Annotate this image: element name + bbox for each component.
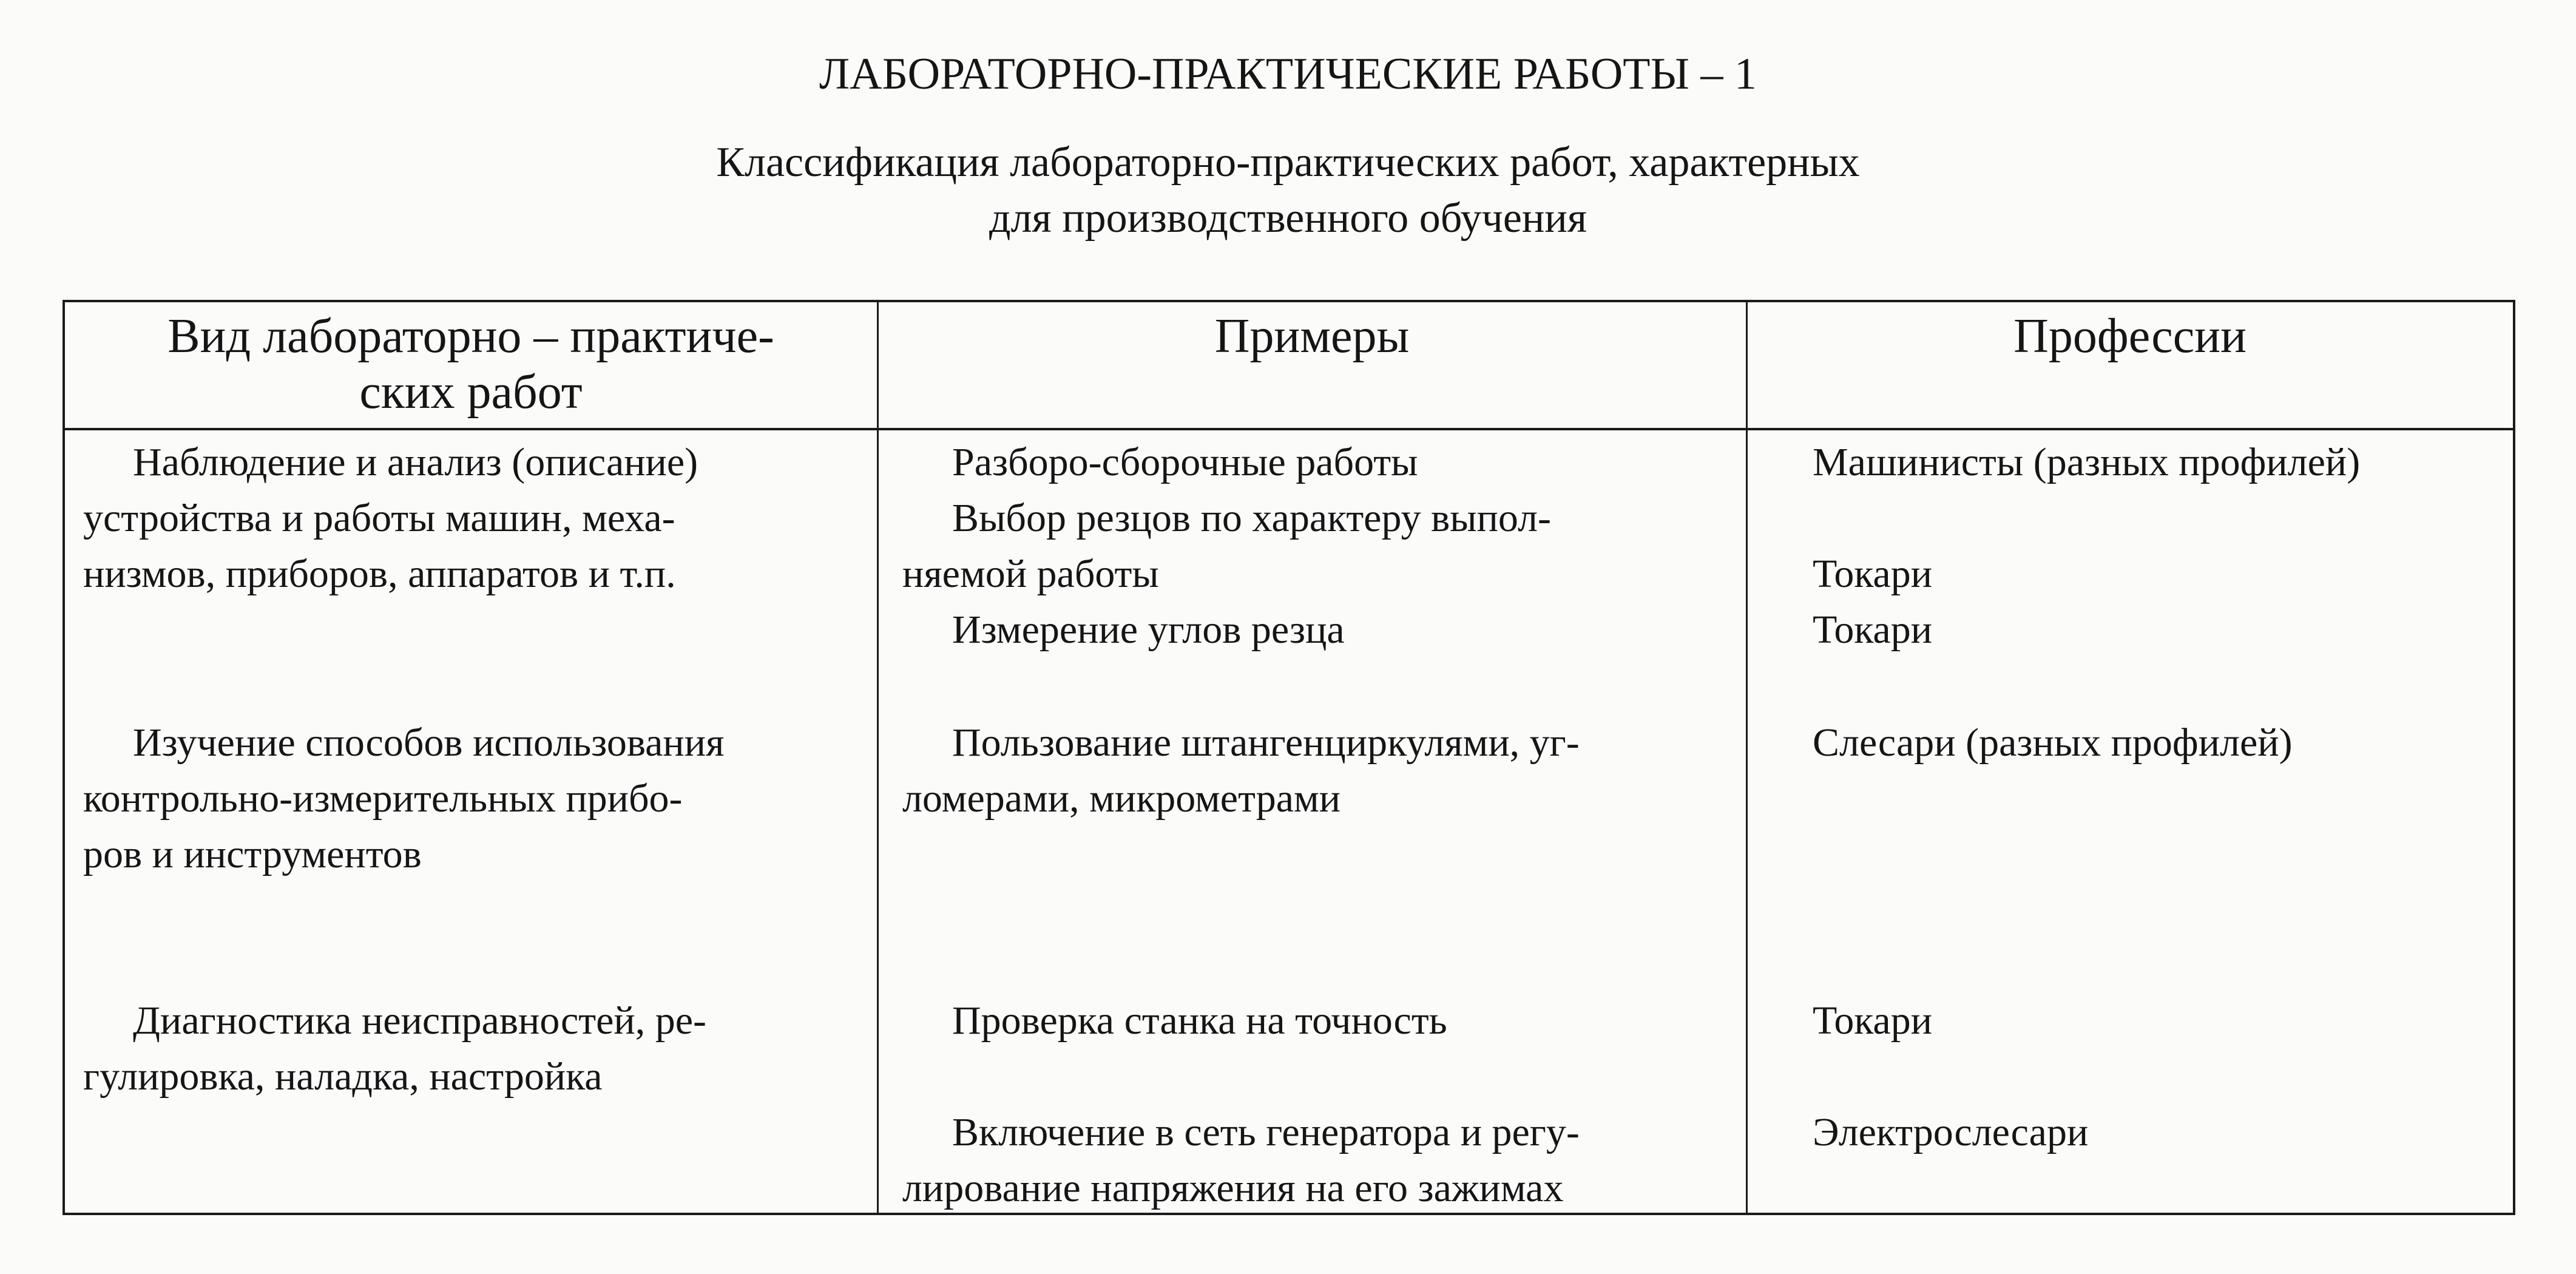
page-title: ЛАБОРАТОРНО-ПРАКТИЧЕСКИЕ РАБОТЫ – 1 bbox=[819, 49, 1757, 99]
examples-cell-3 bbox=[902, 993, 1580, 1216]
header-divider bbox=[65, 428, 2513, 430]
kind-2-line-2: контрольно-измерительных прибо- bbox=[83, 776, 683, 821]
column-divider-1 bbox=[877, 302, 879, 1213]
professions-cell-1 bbox=[1813, 435, 2360, 658]
column-divider-2 bbox=[1746, 302, 1748, 1213]
kind-2-line-1: Изучение способов использования bbox=[133, 720, 725, 765]
example-3-line-2: Включение в сеть генератора и регу- bbox=[952, 1110, 1580, 1154]
example-2-line-2: ломерами, микрометрами bbox=[902, 776, 1341, 821]
kind-1-line-2: устройства и работы машин, меха- bbox=[83, 496, 675, 540]
kind-3-line-1: Диагностика неисправностей, ре- bbox=[133, 998, 706, 1043]
header-professions bbox=[1747, 302, 2513, 428]
professions-cell-2 bbox=[1813, 715, 2293, 771]
page-subtitle bbox=[0, 135, 2576, 246]
profession-1-line-2: Токари bbox=[1813, 552, 1933, 596]
header-professions-label: Профессии bbox=[2013, 310, 2246, 363]
example-3-line-1: Проверка станка на точность bbox=[952, 998, 1447, 1043]
subtitle-line-1: Классификация лабораторно-практических работ, характерных bbox=[716, 139, 1860, 186]
kind-cell-1 bbox=[83, 435, 698, 602]
profession-2-line-1: Слесари (разных профилей) bbox=[1813, 720, 2293, 765]
header-kind-line-2: ских работ bbox=[359, 365, 583, 419]
profession-1-line-3: Токари bbox=[1813, 608, 1933, 652]
profession-3-line-2: Электрослесари bbox=[1813, 1110, 2089, 1154]
examples-cell-2 bbox=[902, 715, 1580, 827]
kind-cell-2 bbox=[83, 715, 725, 883]
example-1-line-3: няемой работы bbox=[902, 552, 1159, 596]
examples-cell-1 bbox=[902, 435, 1551, 658]
example-1-line-2: Выбор резцов по характеру выпол- bbox=[952, 496, 1551, 540]
subtitle-line-2: для производственного обучения bbox=[989, 195, 1587, 242]
header-kind bbox=[65, 302, 877, 428]
example-1-line-1: Разборо-сборочные работы bbox=[952, 440, 1418, 484]
example-2-line-1: Пользование штангенциркулями, уг- bbox=[952, 720, 1580, 765]
example-1-line-4: Измерение углов резца bbox=[952, 608, 1345, 652]
example-3-line-3: лирование напряжения на его зажимах bbox=[902, 1166, 1564, 1210]
header-examples-label: Примеры bbox=[1214, 310, 1410, 363]
classification-table bbox=[63, 300, 2515, 1215]
kind-3-line-2: гулировка, наладка, настройка bbox=[83, 1054, 603, 1099]
header-examples bbox=[878, 302, 1746, 428]
kind-cell-3 bbox=[83, 993, 706, 1105]
kind-1-line-1: Наблюдение и анализ (описание) bbox=[133, 440, 698, 484]
professions-cell-3 bbox=[1813, 993, 2088, 1160]
header-kind-line-1: Вид лабораторно – практиче- bbox=[167, 310, 774, 363]
kind-2-line-3: ров и инструментов bbox=[83, 832, 422, 876]
profession-1-line-1: Машинисты (разных профилей) bbox=[1813, 440, 2361, 484]
profession-3-line-1: Токари bbox=[1813, 998, 1933, 1043]
kind-1-line-3: низмов, приборов, аппаратов и т.п. bbox=[83, 552, 676, 596]
